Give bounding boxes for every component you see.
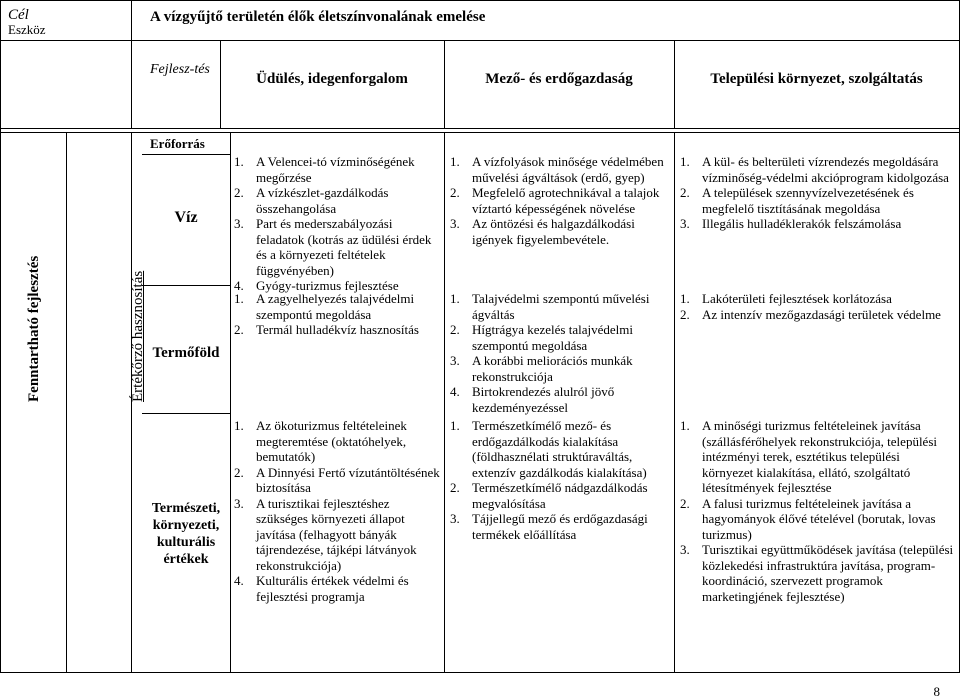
column-header-agriculture: Mező- és erdőgazdaság <box>485 71 633 87</box>
table-rule <box>66 133 67 673</box>
list-item: 1. A Velencei-tó vízminőségének megőrzése <box>234 154 415 185</box>
table-rule <box>444 133 445 673</box>
list-item: 3. Illegális hulladéklerakók felszámolása <box>680 216 902 231</box>
list-item: 2. A vízkészlet-gazdálkodás összehangolása <box>234 185 389 216</box>
list-soil-tourism <box>234 291 440 338</box>
row-label-values: Természeti, környezeti, kulturális értékek <box>151 501 221 567</box>
list-values-settlement <box>680 418 954 604</box>
page-title: A vízgyűjtő területén élők életszínvonalának emelése <box>150 9 486 25</box>
list-item: 4. Birtokrendezés alulról jövő kezdeményezéssel <box>450 384 615 415</box>
side-label-inner: Értékőrző hasznosítás <box>130 270 146 402</box>
table-border-bottom <box>0 672 960 673</box>
table-rule <box>0 40 960 41</box>
table-rule <box>142 413 230 414</box>
list-item: 3. Turisztikai együttműködések javítása (települési közlekedési infrastruktúra javítása, program-koordináció, szervezett programok marketingjének fejlesztése) <box>680 542 954 604</box>
table-rule <box>220 41 221 129</box>
list-values-agriculture <box>450 418 670 542</box>
list-values-tourism <box>234 418 440 604</box>
list-item: 2. Termál hulladékvíz hasznosítás <box>234 322 419 337</box>
list-item: 1. Talajvédelmi szempontú művelési ágváltás <box>450 291 650 322</box>
table-rule <box>142 154 230 155</box>
list-item: 2. Természetkímélő nádgazdálkodás megvalósítása <box>450 480 648 511</box>
list-item: 1. A kül- és belterületi vízrendezés megoldására vízminőség-védelmi akcióprogram kidolgozása <box>680 154 949 185</box>
list-item: 2. A települések szennyvízelvezetésének és megfelelő tisztításának megoldása <box>680 185 914 216</box>
list-item: 3. Tájjellegű mező és erdőgazdasági termékek előállítása <box>450 511 648 542</box>
list-item: 1. A zagyelhelyezés talajvédelmi szempontú megoldása <box>234 291 415 322</box>
eroforras-label: Erőforrás <box>150 136 205 151</box>
side-label-outer: Fenntartható fejlesztés <box>26 255 42 402</box>
column-header-tourism: Üdülés, idegenforgalom <box>256 71 408 87</box>
table-rule <box>142 285 230 286</box>
list-soil-settlement <box>680 291 954 322</box>
table-rule <box>0 128 960 129</box>
list-item: 1. A minőségi turizmus feltételeinek javítása (szállásférőhelyek rekonstrukciója, települési intézményi terek, esztétikus települési környezet kialakítása, ellátó, szolgáltató létesítmények fejlesztése <box>680 418 937 495</box>
list-item: 2. A Dinnyési Fertő vízutántöltésének biztosítása <box>234 464 440 495</box>
row-label-soil: Termőföld <box>152 345 220 361</box>
list-item: 3. A korábbi meliorációs munkák rekonstrukciója <box>450 353 633 384</box>
table-rule <box>131 133 132 673</box>
row-label-water: Víz <box>174 209 198 226</box>
list-item: 1. Lakóterületi fejlesztések korlátozása <box>680 291 892 306</box>
list-item: 3. A turisztikai fejlesztéshez szükséges környezeti állapot javítása (felhagyott bányák tájrendezése, tájképi látványok rekonstrukciója) <box>234 495 417 573</box>
list-soil-agriculture <box>450 291 670 415</box>
eszkoz-label: Eszköz <box>8 22 46 37</box>
list-item: 3. Part és mederszabályozási feladatok (kotrás az üdülési érdek és a környezeti feltételek függvényében) <box>234 216 432 278</box>
list-item: 1. Az ökoturizmus feltételeinek megteremtése (oktatóhelyek, bemutatók) <box>234 418 407 464</box>
list-water-settlement <box>680 154 954 232</box>
list-item: 4. Gyógy-turizmus fejlesztése <box>234 278 399 293</box>
list-item: 2. Az intenzív mezőgazdasági területek védelme <box>680 306 941 322</box>
table-rule <box>131 0 132 129</box>
cel-label: Cél <box>8 7 29 23</box>
list-item: 2. A falusi turizmus feltételeinek javítása a hagyományok élővé tételével (borutak, lovas turizmus) <box>680 495 936 542</box>
list-water-tourism <box>234 154 440 294</box>
page-number: 8 <box>933 684 940 699</box>
list-item: 3. Az öntözési és halgazdálkodási igények figyelembevétele. <box>450 216 635 247</box>
list-water-agriculture <box>450 154 670 247</box>
table-border-top <box>0 0 960 1</box>
list-item: 1. A vízfolyások minősége védelmében művelési ágváltások (erdő, gyep) <box>450 154 664 185</box>
table-border-left <box>0 0 1 673</box>
table-rule <box>230 133 231 673</box>
table-rule <box>674 133 675 673</box>
column-header-settlement: Települési környezet, szolgáltatás <box>710 71 923 87</box>
list-item: 2. Megfelelő agrotechnikával a talajok víztartó képességének növelése <box>450 185 660 216</box>
fejlesztes-label: Fejlesz-tés <box>150 62 210 77</box>
table-rule <box>0 132 960 133</box>
list-item: 4. Kulturális értékek védelmi és fejlesztési programja <box>234 573 409 604</box>
list-item: 1. Természetkímélő mező- és erdőgazdálkodás kialakítása (földhasznélati struktúraváltás, extenzív gazdálkodás kialakítása) <box>450 418 647 480</box>
list-item: 2. Hígtrágya kezelés talajvédelmi szempontú megoldása <box>450 322 633 353</box>
